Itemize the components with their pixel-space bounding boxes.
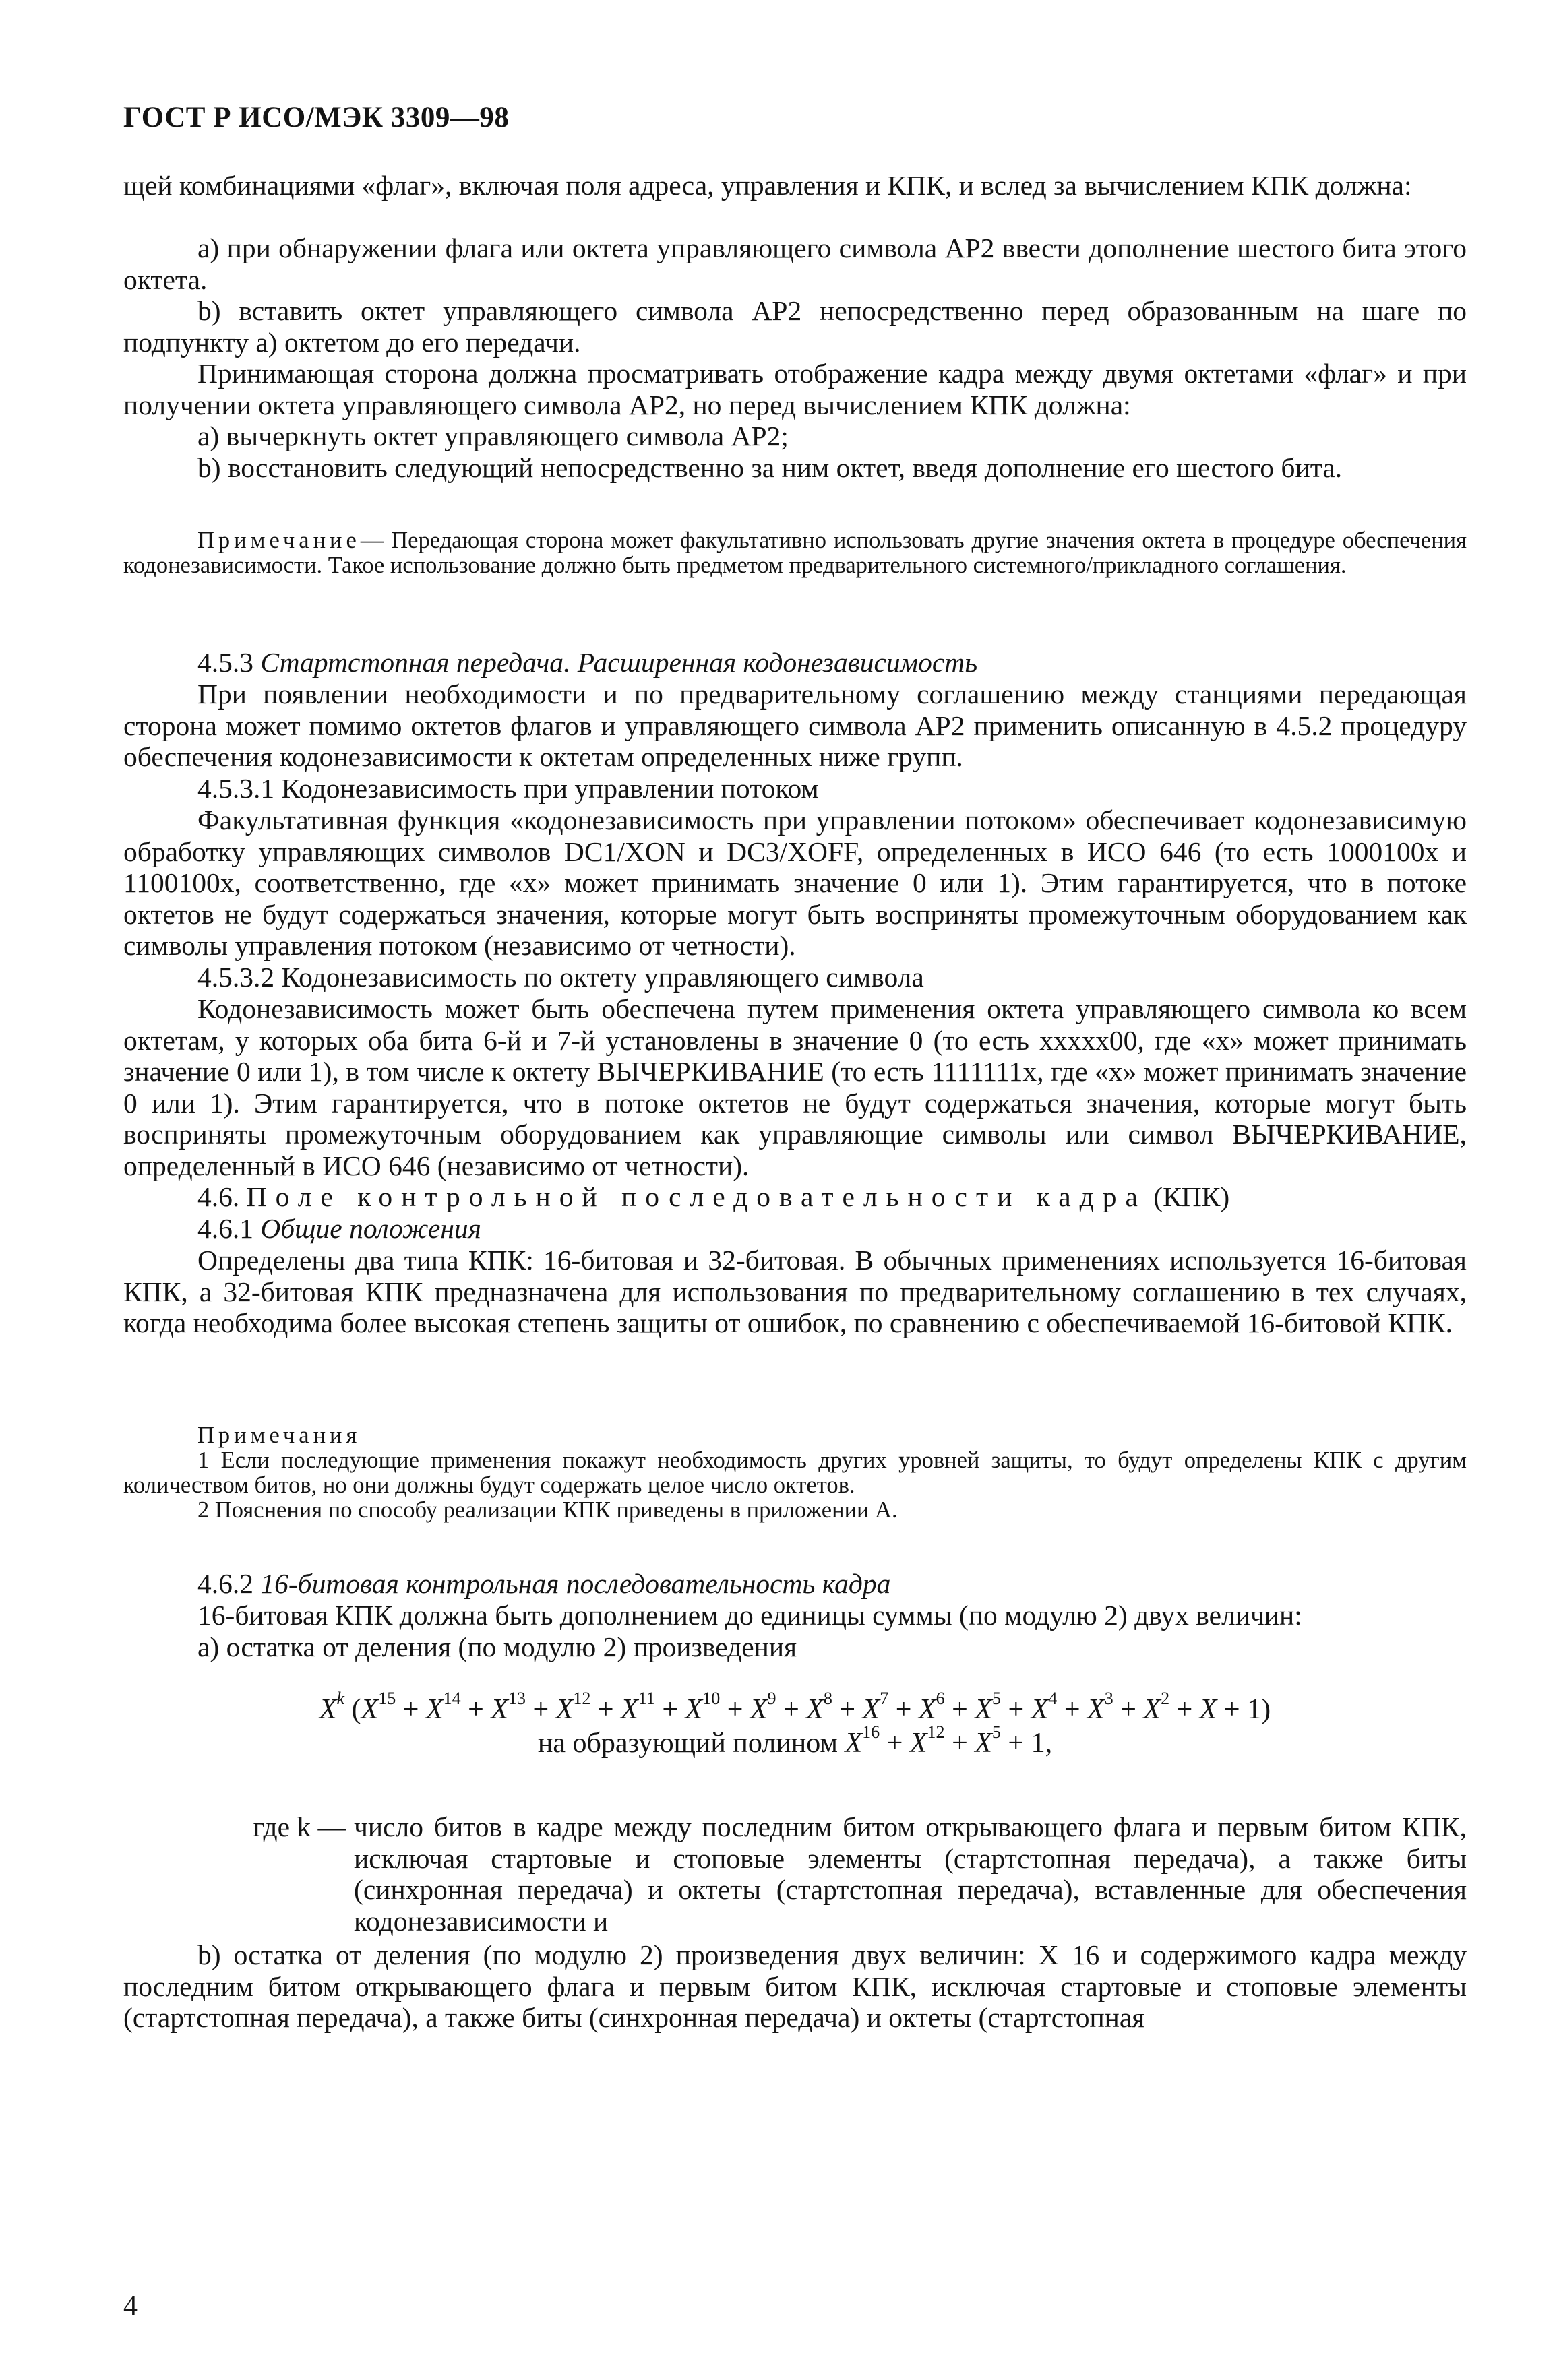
note-1-label: Примечание [197,528,361,553]
section-4-6-2-title: 16-битовая контрольная последовательность кадра [260,1568,891,1599]
section-4-6-abbr: (КПК) [1153,1181,1230,1212]
list-item-4-6-2-b: b) остатка от деления (по модулю 2) произведения двух величин: X 16 и содержимого кадра между последним битом открывающего флага и первым битом КПК, исключая стартовые и стоповые элементы (стартстопная передача), а также биты (синхронная передача) и октеты (стартстопная [123,1939,1467,2033]
where-key: где k — [253,1811,346,1842]
section-4-6-1-number: 4.6.1 [197,1213,253,1244]
section-4-6-1-heading [123,1213,1467,1245]
section-4-6-1-title: Общие положения [260,1213,481,1244]
section-4-6-2-text: 16-битовая КПК должна быть дополнением до единицы суммы (по модулю 2) двух величин: [197,1600,1302,1631]
list-item-4-6-2-a: a) остатка от деления (по модулю 2) произведения [197,1631,797,1662]
section-4-5-3-text: При появлении необходимости и по предварительному соглашению между станциями передающая сторона может помимо октетов флагов и управляющего символа AP2 применить описанную в 4.5.2 процедуру обеспечения кодонезависимости к октетам определенных ниже групп. [123,679,1467,772]
section-4-6-1-text: Определены два типа КПК: 16-битовая и 32-битовая. В обычных применениях используется 16-битовая КПК, а 32-битовая КПК предназначена для использования по предварительному соглашению в тех случаях, когда необходима более высокая степень защиты от ошибок, по сравнению с обеспечиваемой 16-битовой КПК. [123,1245,1467,1338]
list-item-intro-b: b) вставить октет управляющего символа AP2 непосредственно перед образованным на шаге по подпункту a) октетом до его передачи. [123,295,1467,358]
section-4-6-title: Поле контрольной последовательности кадра [246,1181,1147,1212]
list-item-intro-a: a) при обнаружении флага или октета управляющего символа AP2 ввести дополнение шестого бита этого октета. [123,232,1467,295]
note-1-text: — Передающая сторона может факультативно использовать другие значения октета в процедуре обеспечения кодонезависимости. Такое использование должно быть предметом предварительного системного/прикладного соглашения. [123,528,1467,578]
section-4-6-number: 4.6. [197,1181,240,1212]
section-4-5-3-heading [123,647,1467,679]
notes-2 [123,1423,1467,1523]
notes-2-item-2: 2 Пояснения по способу реализации КПК приведены в приложении А. [197,1497,898,1523]
section-4-5-3-2-text: Кодонезависимость может быть обеспечена путем применения октета управляющего символа ко всем октетам, у которых оба бита 6-й и 7-й установлены в значение 0 (то есть xxxxx00, где «x» может принимать значение 0 или 1), в том числе к октету ВЫЧЕРКИВАНИЕ (то есть 1111111x, где «x» может принимать значение 0 или 1). Этим гарантируется, что в потоке октетов не будут содержаться значения, которые могут быть восприняты промежуточным оборудованием как управляющие символы или символ ВЫЧЕРКИВАНИЕ, определенный в ИСО 646 (независимо от четности). [123,993,1467,1181]
section-4-5-3-number: 4.5.3 [197,647,253,678]
section-4-5-3-title: Стартстопная передача. Расширенная кодонезависимость [260,647,978,678]
notes-2-item-1: 1 Если последующие применения покажут необходимость других уровней защиты, то будут определены КПК с другим количеством битов, но они должны будут содержать целое число октетов. [123,1447,1467,1498]
list-item-receiver-b: b) восстановить следующий непосредственно за ним октет, введя дополнение его шестого бита. [197,452,1343,483]
section-4-6-2-heading [123,1568,1467,1600]
document-header: ГОСТ Р ИСО/МЭК 3309—98 [123,102,510,133]
where-text: число битов в кадре между последним битом открывающего флага и первым битом КПК, исключая стартовые и стоповые элементы (стартстопная передача), а также биты (синхронная передача) и октеты (стартстопная передача), вставленные для обеспечения кодонезависимости и [354,1811,1467,1937]
section-4-5-3-1-text: Факультативная функция «кодонезависимость при управлении потоком» обеспечивает кодонезависимую обработку управляющих символов DC1/XON и DC3/XOFF, определенных в ИСО 646 (то есть 1000100x и 1100100x, соответственно, где «x» может принимать значение 0 или 1). Этим гарантируется, что в потоке октетов не будут содержаться значения, которые могут быть восприняты промежуточным оборудованием как символы управления потоком (независимо от четности). [123,805,1467,961]
formula-line-2: на образующий полином $X^{16} + X^{12} + X^5 + 1$, [537,1722,1053,1759]
section-4-5-3-2-heading: 4.5.3.2 Кодонезависимость по октету управляющего символа [197,962,924,993]
paragraph-intro: щей комбинациями «флаг», включая поля адреса, управления и КПК, и вслед за вычислением КПК должна: [123,170,1412,201]
page-number: 4 [123,2290,138,2321]
notes-2-label: Примечания [197,1422,361,1448]
section-4-6-heading [123,1181,1467,1213]
where-clause [123,1811,1467,1937]
paragraph-receiver: Принимающая сторона должна просматривать отображение кадра между двумя октетами «флаг» и при получении октета управляющего символа AP2, но перед вычислением КПК должна: [123,358,1467,420]
formula-line-1: $X^k$ $(X^{15} + X^{14} + X^{13} + X^{12} + X^{11} + X^{10} + X^9 + X^8 + X^7 + X^6 + X^5 + X^4 + X^3 + X^2 + X + 1)$ [319,1689,1271,1725]
list-item-receiver-a: a) вычеркнуть октет управляющего символа AP2; [197,420,789,451]
note-1 [123,528,1467,578]
section-4-5-3-1-heading: 4.5.3.1 Кодонезависимость при управлении потоком [197,773,819,804]
section-4-6-2-number: 4.6.2 [197,1568,253,1599]
formula-line-2-prefix: на образующий полином [537,1728,838,1759]
